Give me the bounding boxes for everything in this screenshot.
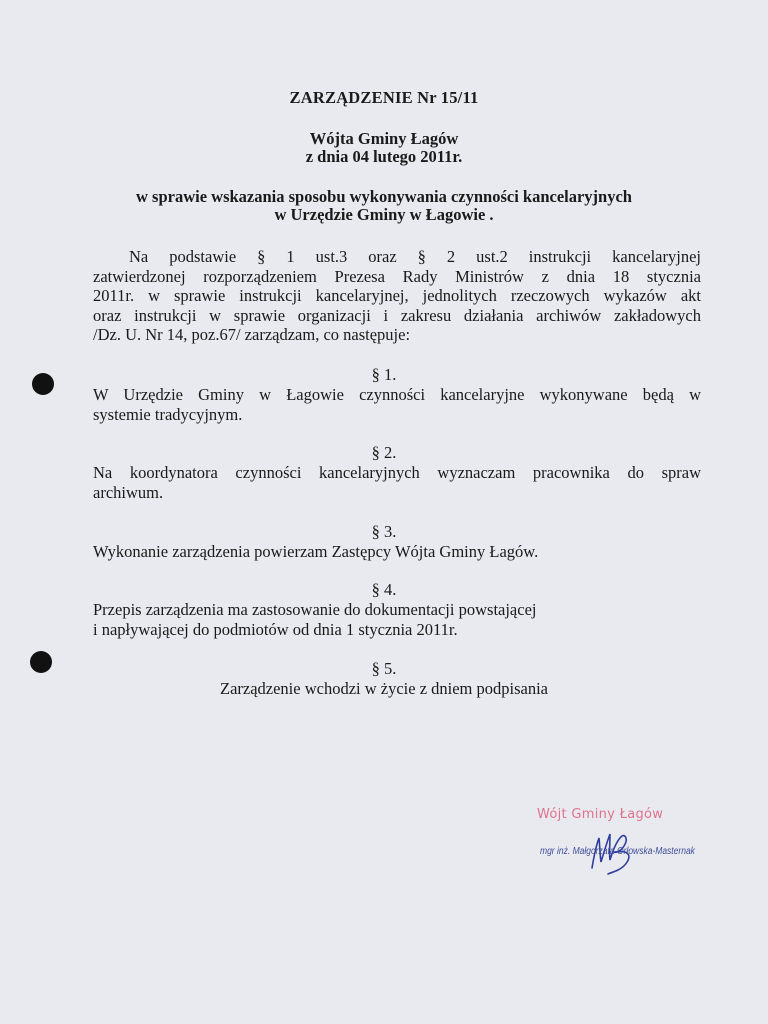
section-line: Wykonanie zarządzenia powierzam Zastępcy Wójta Gminy Łagów. xyxy=(93,542,539,561)
section-line: Na koordynatora czynności kancelaryjnych wyznaczam pracownika do spraw xyxy=(93,463,701,482)
section-5-text: Zarządzenie wchodzi w życie z dniem podpisania xyxy=(219,679,549,698)
section-2-text xyxy=(93,463,701,502)
preamble-line: zatwierdzonej rozporządzeniem Prezesa Rady Ministrów z dnia 18 stycznia xyxy=(93,266,701,286)
section-1-text xyxy=(93,385,701,424)
document-title: ZARZĄDZENIE Nr 15/11 xyxy=(289,88,479,107)
preamble-line: Na podstawie § 1 ust.3 oraz § 2 ust.2 instrukcji kancelaryjnej xyxy=(129,247,701,266)
document-issuer: Wójta Gminy Łagów xyxy=(309,129,459,148)
section-3-text xyxy=(93,542,701,562)
stamp-name: mgr inż. Małgorzata Orłowska-Masternak xyxy=(540,846,695,857)
section-4-number: § 4. xyxy=(371,580,397,599)
punch-hole xyxy=(32,373,54,395)
preamble-line: /Dz. U. Nr 14, poz.67/ zarządzam, co następuje: xyxy=(93,325,411,344)
section-line: i napływającej do podmiotów od dnia 1 stycznia 2011r. xyxy=(93,619,458,639)
section-1-number: § 1. xyxy=(371,365,397,384)
section-line: Przepis zarządzenia ma zastosowanie do dokumentacji powstającej xyxy=(93,600,537,619)
section-5-number: § 5. xyxy=(371,659,397,678)
section-4-text xyxy=(93,600,701,639)
preamble-line: oraz instrukcji w sprawie organizacji i zakresu działania archiwów zakładowych xyxy=(93,305,701,325)
preamble xyxy=(93,247,701,345)
document-date: z dnia 04 lutego 2011r. xyxy=(305,147,463,166)
section-line: archiwum. xyxy=(93,482,164,502)
document-subject-line-1: w sprawie wskazania sposobu wykonywania czynności kancelaryjnych xyxy=(136,187,632,206)
section-line: W Urzędzie Gminy w Łagowie czynności kancelaryjne wykonywane będą w xyxy=(93,385,701,404)
section-3-number: § 3. xyxy=(371,522,397,541)
section-line: systemie tradycyjnym. xyxy=(93,404,243,424)
preamble-line: 2011r. w sprawie instrukcji kancelaryjnej, jednolitych rzeczowych wykazów akt xyxy=(93,286,701,305)
section-2-number: § 2. xyxy=(371,443,397,462)
stamp-title: Wójt Gminy Łagów xyxy=(537,807,664,822)
document-subject-line-2: w Urzędzie Gminy w Łagowie . xyxy=(274,205,494,224)
punch-hole xyxy=(30,651,52,673)
